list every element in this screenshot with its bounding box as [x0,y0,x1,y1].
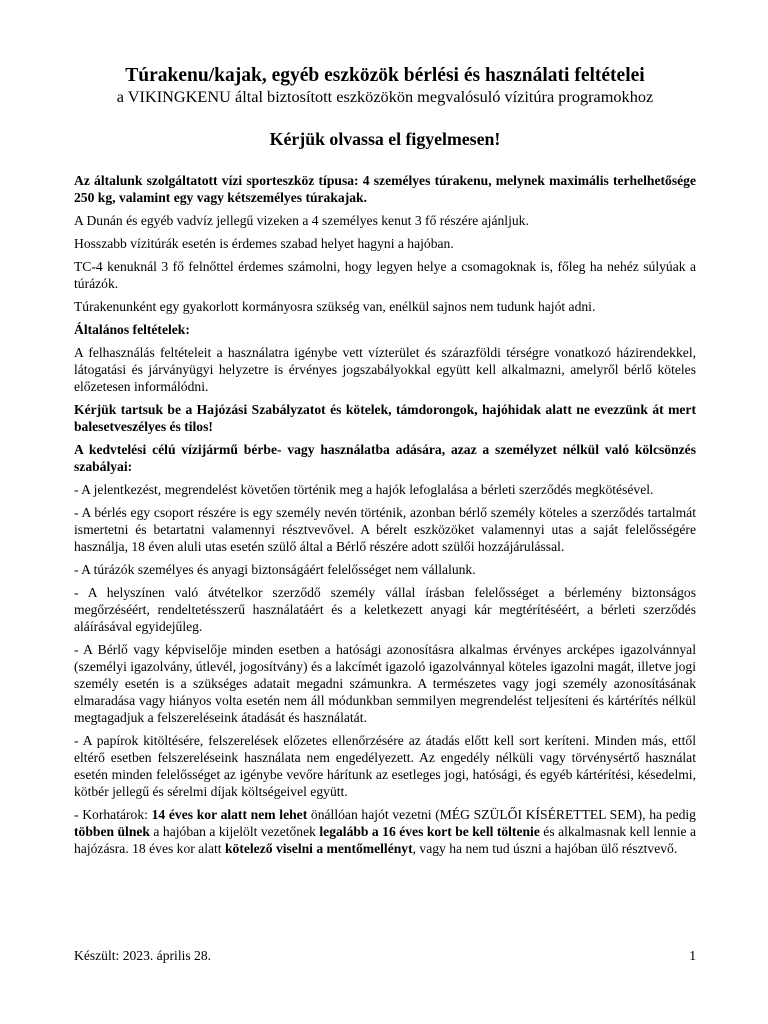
age-limits-bold: többen ülnek [74,824,150,839]
age-limits-paragraph [74,806,696,857]
page-number: 1 [689,948,696,963]
rule-item: - A túrázók személyes és anyagi biztonságáért felelősséget nem vállalunk. [74,562,476,577]
rule-item: - A bérlés egy csoport részére is egy személy nevén történik, azonban bérlő személy köteles a szerződés tartalmát ismertetni és betartatni valamennyi résztvevővel. A bérelt eszközöket valamennyi utas a saját felelősségére használja, 18 éven aluli utas esetén szülő által a Bérlő részére adott szülői hozzájárulással. [74,505,696,554]
read-carefully-notice: Kérjük olvassa el figyelmesen! [269,129,501,149]
age-limits-text: , vagy ha nem tud úszni a hajóban ülő résztvevő. [412,841,678,856]
intro-paragraph-2: Hosszabb vízitúrák esetén is érdemes szabad helyet hagyni a hajóban. [74,236,454,251]
document-subtitle: a VIKINGKENU által biztosított eszközökön megvalósuló vízitúra programokhoz [116,87,654,106]
document-title: Túrakenu/kajak, egyéb eszközök bérlési és használati feltételei [125,65,645,86]
general-conditions-paragraph: A felhasználás feltételeit a használatra igénybe vett vízterület és szárazföldi térségre vonatkozó házirendekkel, látogatási és járványügyi helyzetre is érvényes jogszabályokkal együtt kell alkalmazni, amelyről bérlő köteles előzetesen informálódni. [74,345,696,394]
intro-paragraph-1: A Dunán és egyéb vadvíz jellegű vizeken a 4 személyes kenut 3 fő részére ajánljuk. [74,213,529,228]
navigation-warning: Kérjük tartsuk be a Hajózási Szabályzatot és kötelek, támdorongok, hajóhidak alatt ne evezzünk át mert balesetveszélyes és tilos! [74,402,696,434]
age-limits-text: és alkalmasnak kell lennie a hajózásra. 18 éves kor alatt [74,824,696,856]
age-limits-text: önállóan hajót vezetni (MÉG SZÜLŐI KÍSÉRETTEL SEM), ha pedig [307,807,696,822]
rental-rules-heading: A kedvtelési célú vízijármű bérbe- vagy használatba adására, azaz a személyzet nélkül való kölcsönzés szabályai: [74,442,696,474]
intro-paragraph-4: Túrakenunként egy gyakorlott kormányosra szükség van, enélkül sajnos nem tudunk hajót adni. [74,299,596,314]
age-limits-bold: legalább a 16 éves kort be kell töltenie [319,824,540,839]
rule-item: - A jelentkezést, megrendelést követően történik meg a hajók lefoglalása a bérleti szerződés megkötésével. [74,482,654,497]
age-limits-bold: kötelező viselni a mentőmellényt [224,841,413,856]
page-footer [74,947,696,964]
rule-item: - A helyszínen való átvételkor szerződő személy vállal írásban felelősséget a bérlemény biztonságos megőrzéséért, rendeltetésszerű használatáért és a keletkezett anyagi kár megtérítéséért, a bérleti szerződés aláírásával egyidejűleg. [74,585,696,634]
equipment-description: Az általunk szolgáltatott vízi sporteszköz típusa: 4 személyes túrakenu, melynek maximális terhelhetősége 250 kg, valamint egy vagy kétszemélyes túrakajak. [74,173,696,205]
intro-paragraph-3: TC-4 kenuknál 3 fő felnőttel érdemes számolni, hogy legyen helye a csomagoknak is, főleg ha nehéz súlyúak a túrázók. [74,259,696,291]
age-limits-text: a hajóban a kijelölt vezetőnek [149,824,320,839]
rule-item: - A papírok kitöltésére, felszerelések előzetes ellenőrzésére az átadás előtt kell sort keríteni. Minden más, ettől eltérő esetben felszereléseink használata nem engedélyezett. Az engedély nélküli vagy törvénysértő használat esetén minden felelősséget az igénybe vevőre hárítunk az esetleges jogi, hatósági, és egyéb kártérítési, késedelmi, kötbér jellegű és sérelmi díjak költségeivel együtt. [74,733,696,799]
general-conditions-heading: Általános feltételek: [74,322,190,337]
document-page [74,64,696,863]
rule-item: - A Bérlő vagy képviselője minden esetben a hatósági azonosításra alkalmas érvényes arcképes igazolvánnyal (személyi igazolvány, útlevél, jogosítvány) és a lakcímét igazoló igazolvánnyal köteles igazolni magát, illetve jogi személy esetén is a szükséges adatait megadni számunkra. A természetes vagy jogi személy azonosításának elmaradása vagy hiányos volta esetén nem áll módunkban semmilyen megrendelést teljesíteni és kártérítés nélkül megtagadjuk a felszereléseink átadását és használatát. [74,642,696,725]
age-limits-bold: 14 éves kor alatt nem lehet [151,807,308,822]
age-limits-text: - Korhatárok: [74,807,152,822]
document-date: Készült: 2023. április 28. [74,948,212,963]
